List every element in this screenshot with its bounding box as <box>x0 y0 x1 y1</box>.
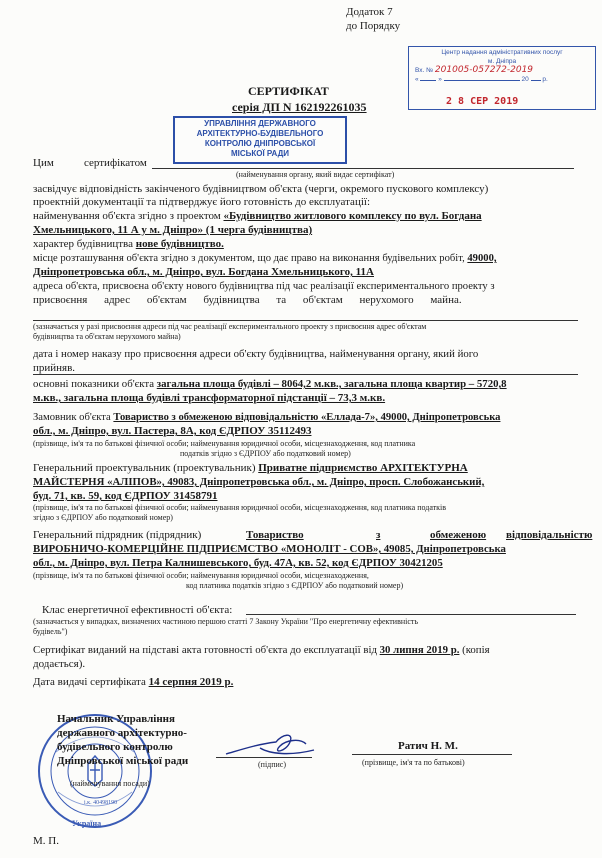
location-row <box>33 252 497 265</box>
contractor-hint-2: код платника податків згідно з ЄДРПОУ або податковий номер) <box>186 581 404 590</box>
designer-label: Генеральний проектувальник (проектувальник) <box>33 462 259 474</box>
position-hint: (найменування посади) <box>70 779 150 788</box>
authority-stamp <box>173 116 347 164</box>
designer-value-cont-2: буд. 71, кв. 59, код ЄДРПОУ 31458791 <box>33 490 218 502</box>
body-line-12: дата і номер наказу про присвоєння адреси об'єкту будівництва, найменування органу, який його <box>33 348 479 360</box>
address-hint-2: будівництва та об'єктам нерухомого майна) <box>33 332 181 341</box>
indicators-label: основні показники об'єкта <box>33 378 157 390</box>
appendix-label: Додаток 7 <box>346 6 393 18</box>
reg-stamp-quote-close: » <box>438 76 442 83</box>
location-value-cont: Дніпропетровська обл., м. Дніпро, вул. Богдана Хмельницького, 11А <box>33 266 374 278</box>
signatory-position-2: державного архітектурно- <box>57 727 187 739</box>
customer-value-cont: обл., м. Дніпро, вул. Пастера, 8А, код ЄДРПОУ 35112493 <box>33 425 312 437</box>
certificate-title: СЕРТИФІКАТ <box>248 84 329 98</box>
customer-label: Замовник об'єкта <box>33 412 114 423</box>
designer-hint-2: згідно з ЄДРПОУ або податковий номер) <box>33 513 173 522</box>
body-line-13: прийняв. <box>33 362 76 374</box>
contractor-value-w4: відповідальністю <box>506 529 593 541</box>
energy-class-label: Клас енергетичної ефективності об'єкта: <box>42 604 233 616</box>
basis-suffix: (копія <box>459 644 490 656</box>
designer-row <box>33 462 468 475</box>
construction-type-row <box>33 238 224 251</box>
seal-code: і.к. 40498190 <box>84 800 118 806</box>
contractor-value-cont-1: ВИРОБНИЧО-КОМЕРЦІЙНЕ ПІДПРИЄМСТВО «МОНОЛІТ - СОВ», 49085, Дніпропетровська <box>33 543 506 555</box>
seal-place-label: М. П. <box>33 835 59 847</box>
signatory-position-3: будівельного контролю <box>57 741 173 753</box>
energy-class-hint-1: (зазначається у випадках, визначених частиною першою статті 7 Закону України "Про енергетичну ефективність <box>33 617 419 626</box>
procedure-label: до Порядку <box>346 20 401 32</box>
reg-stamp-line1: Центр надання адміністративних послуг <box>441 49 563 56</box>
authority-stamp-line3: КОНТРОЛЮ ДНІПРОВСЬКОЇ <box>204 139 316 148</box>
reg-stamp-line2: м. Дніпра <box>487 58 517 65</box>
object-name-value-cont: Хмельницького, 11 А у м. Дніпро» (1 черга будівництва) <box>33 224 313 236</box>
reg-stamp-year-suffix: р. <box>542 76 548 83</box>
contractor-hint-1: (прізвище, ім'я та по батькові фізичної особи; найменування юридичної особи, місцезнаходження, <box>33 571 369 580</box>
construction-type-value: нове будівництво. <box>135 238 224 250</box>
designer-value-cont-1: МАЙСТЕРНЯ «АЛІПОВ», 49083, Дніпропетровська обл., м. Дніпро, просп. Слобожанський, <box>33 476 485 488</box>
signature-icon <box>220 728 320 764</box>
signatory-name: Ратич Н. М. <box>398 740 458 752</box>
contractor-value-cont-2: обл., м. Дніпро, вул. Петра Калнишевського, буд. 47А, кв. 52, код ЄДРПОУ 30421205 <box>33 557 443 569</box>
body-line-9: адреса об'єкта, присвоєна об'єкту нового будівництва під час реалізації експериментального проекту з <box>33 281 495 292</box>
indicators-row <box>33 378 507 391</box>
authority-stamp-line1: УПРАВЛІННЯ ДЕРЖАВНОГО <box>204 119 316 128</box>
reg-stamp-year: 20 <box>521 76 529 83</box>
received-date-stamp: 2 8 СЕР 2019 <box>446 96 519 107</box>
contractor-value-w3: обмеженою <box>430 529 487 541</box>
customer-hint-1: (прізвище, ім'я та по батькові фізичної особи; найменування юридичної особи, місцезнаходження, код платника <box>33 439 416 448</box>
issue-date-value: 14 серпня 2019 р. <box>148 676 234 688</box>
issuer-hint: (найменування органу, який видає сертифікат) <box>236 170 395 179</box>
basis-label: Сертифікат виданий на підставі акта готовності об'єкта до експлуатації від <box>33 644 380 656</box>
indicators-value: загальна площа будівлі – 8064,2 м.кв., загальна площа квартир – 5720,8 <box>156 378 507 390</box>
construction-type-label: характер будівництва <box>33 238 136 250</box>
location-value: 49000, <box>467 253 497 264</box>
designer-hint-1: (прізвище, ім'я та по батькові фізичної особи; найменування юридичної особи, місцезнаходження, код платника податків <box>33 503 447 512</box>
body-line-1-mid: сертифікатом <box>84 157 147 169</box>
location-label: місце розташування об'єкта згідно з документом, що дає право на виконання будівельних робіт, <box>33 253 468 264</box>
authority-stamp-line4: МІСЬКОЇ РАДИ <box>230 149 290 158</box>
body-line-3: проектній документації та підтверджує його готовність до експлуатації: <box>33 196 370 208</box>
reg-stamp-number-row <box>409 66 595 75</box>
issue-date-row <box>33 676 233 689</box>
contractor-value-w2: з <box>376 529 381 541</box>
address-hint-1: (зазначається у разі присвоєння адреси під час реалізації експериментального проекту з присвоєння адрес об'єктам <box>33 322 427 331</box>
contractor-label: Генеральний підрядник (підрядник) <box>33 529 202 541</box>
reg-stamp-number-value: 201005-057272-2019 <box>434 65 534 75</box>
body-line-2: засвідчує відповідність закінченого будівництвом об'єкта (черги, окремого пускового комплексу) <box>33 183 489 195</box>
name-hint: (прізвище, ім'я та по батькові) <box>362 758 465 767</box>
body-line-1-left: Цим <box>33 157 54 169</box>
object-name-value: «Будівництво житлового комплексу по вул. Богдана <box>223 210 482 222</box>
certificate-series: серія ДП N 162192261035 <box>232 100 367 114</box>
seal-country: Україна <box>72 819 102 828</box>
authority-stamp-line2: АРХІТЕКТУРНО-БУДІВЕЛЬНОГО <box>196 129 324 138</box>
basis-row <box>33 644 490 657</box>
issue-date-label: Дата видачі сертифіката <box>33 676 149 688</box>
customer-row <box>33 411 500 424</box>
signatory-position-4: Дніпровської міської ради <box>57 755 189 767</box>
object-name-row <box>33 210 482 223</box>
body-line-10: присвоєння адрес об'єктам будівництва та об'єктам нерухомого майна. <box>33 294 462 306</box>
designer-value: Приватне підприємство АРХІТЕКТУРНА <box>258 462 468 474</box>
reg-stamp-date-row <box>409 75 595 84</box>
reg-stamp-number-label: Вх. № <box>415 67 434 74</box>
signatory-position-1: Начальник Управління <box>57 713 175 725</box>
contractor-value-w1: Товариство <box>246 529 304 541</box>
object-name-label: найменування об'єкта згідно з проектом <box>33 210 224 222</box>
indicators-value-cont: м.кв., загальна площа будівлі трансформаторної підстанції – 73,3 м.кв. <box>33 392 386 404</box>
basis-value: 30 липня 2019 р. <box>379 644 460 656</box>
energy-class-hint-2: будівель") <box>33 627 68 636</box>
signature-hint: (підпис) <box>258 760 287 769</box>
reg-stamp-quote-open: « <box>415 76 419 83</box>
customer-hint-2: податків згідно з ЄДРПОУ або податковий номер) <box>180 449 351 458</box>
basis-cont: додається). <box>33 658 86 670</box>
customer-value: Товариство з обмеженою відповідальністю «Еллада-7», 49000, Дніпропетровська <box>113 412 501 423</box>
